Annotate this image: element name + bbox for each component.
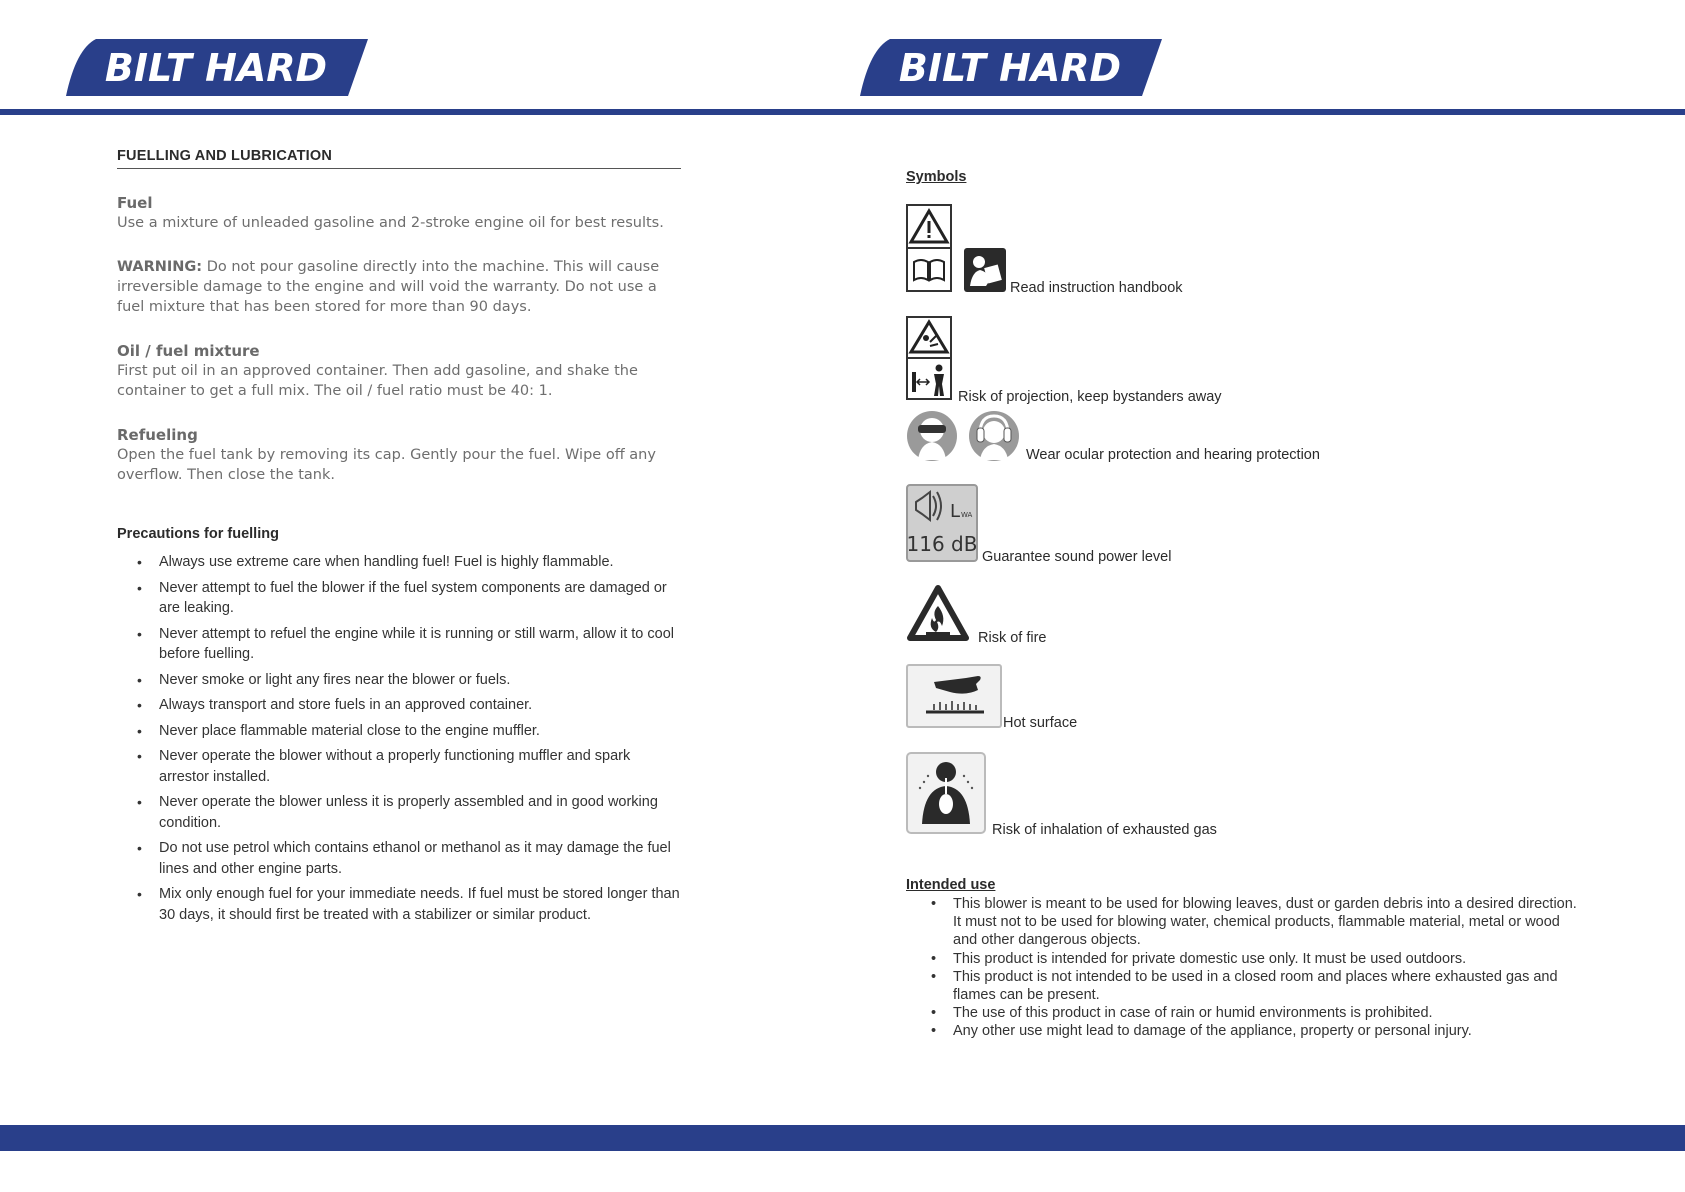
symbol-label: Wear ocular protection and hearing protection <box>1026 447 1320 463</box>
inhalation-hazard-icon <box>906 752 986 839</box>
svg-text:WA: WA <box>961 511 973 519</box>
svg-text:L: L <box>950 501 961 522</box>
refueling-heading: Refueling <box>117 426 198 444</box>
read-manual-icon <box>964 248 1006 297</box>
symbol-label: Guarantee sound power level <box>982 549 1172 565</box>
list-item: • This product is intended for private domestic use only. It must be used outdoors. <box>906 950 1586 968</box>
svg-text:116 dB: 116 dB <box>906 532 978 556</box>
warning-triangle-icon <box>906 204 952 297</box>
list-item: • Always transport and store fuels in an approved container. <box>117 695 681 716</box>
fuelling-section <box>117 148 681 485</box>
ear-protection-icon <box>968 410 1020 467</box>
brand-logo <box>860 39 1162 96</box>
list-item: • Never operate the blower without a properly functioning muffler and spark arrestor installed. <box>117 746 681 787</box>
list-item: • Never place flammable material close to the engine muffler. <box>117 721 681 742</box>
eye-protection-icon <box>906 410 958 467</box>
list-item: • This product is not intended to be used in a closed room and places where exhausted gas and flames can be present. <box>906 968 1586 1004</box>
header-rule <box>0 109 1685 115</box>
list-item: • Never attempt to refuel the engine while it is running or still warm, allow it to cool before fuelling. <box>117 624 681 665</box>
svg-text:BILT HARD: BILT HARD <box>104 46 328 90</box>
footer-band <box>0 1125 1685 1151</box>
symbol-label: Read instruction handbook <box>1010 280 1183 296</box>
section-title: FUELLING AND LUBRICATION <box>117 148 681 169</box>
oil-mixture-heading: Oil / fuel mixture <box>117 342 260 360</box>
warning-block <box>117 257 681 317</box>
list-item: • Never smoke or light any fires near the blower or fuels. <box>117 670 681 691</box>
list-item: • Mix only enough fuel for your immediate needs. If fuel must be stored longer than 30 days, it should first be treated with a stabilizer or similar product. <box>117 884 681 925</box>
precautions-title: Precautions for fuelling <box>117 526 279 542</box>
symbol-label: Risk of inhalation of exhausted gas <box>992 822 1217 838</box>
warning-body: Do not pour gasoline directly into the machine. This will cause irreversible damage to the engine and will void the warranty. Do not use a fuel mixture that has been stored for more than 90 days. <box>117 259 660 315</box>
list-item: • Do not use petrol which contains ethanol or methanol as it may damage the fuel lines and other engine parts. <box>117 838 681 879</box>
oil-mixture-text: First put oil in an approved container. Then add gasoline, and shake the container to get a full mix. The oil / fuel ratio must be 40: 1. <box>117 363 638 399</box>
fuel-text: Use a mixture of unleaded gasoline and 2-stroke engine oil for best results. <box>117 215 664 231</box>
symbol-label: Hot surface <box>1003 715 1078 731</box>
warning-text <box>117 257 681 317</box>
list-item: • The use of this product in case of rain or humid environments is prohibited. <box>906 1004 1586 1022</box>
precautions-list <box>117 552 681 930</box>
intended-use-list <box>906 895 1586 1041</box>
fire-hazard-icon <box>906 584 970 649</box>
warning-label: WARNING: <box>117 259 203 275</box>
brand-logo <box>66 39 368 96</box>
symbols-title: Symbols <box>906 169 967 185</box>
refueling-block <box>117 425 681 485</box>
list-item: • Never attempt to fuel the blower if the fuel system components are damaged or are leaking. <box>117 578 681 619</box>
fuel-block <box>117 193 681 233</box>
projection-hazard-icon <box>906 316 952 405</box>
fuel-heading: Fuel <box>117 194 153 212</box>
symbol-label: Risk of projection, keep bystanders away <box>958 389 1222 405</box>
sound-level-icon <box>906 484 978 567</box>
intended-use-title: Intended use <box>906 877 996 893</box>
list-item: • Always use extreme care when handling fuel! Fuel is highly flammable. <box>117 552 681 573</box>
symbol-label: Risk of fire <box>978 630 1047 646</box>
svg-text:BILT HARD: BILT HARD <box>898 46 1122 90</box>
hot-surface-icon <box>906 664 1002 733</box>
list-item: • Never operate the blower unless it is properly assembled and in good working condition. <box>117 792 681 833</box>
list-item: • Any other use might lead to damage of the appliance, property or personal injury. <box>906 1022 1586 1040</box>
oil-mixture-block <box>117 341 681 401</box>
refueling-text: Open the fuel tank by removing its cap. Gently pour the fuel. Wipe off any overflow. Then close the tank. <box>117 447 656 483</box>
list-item: • This blower is meant to be used for blowing leaves, dust or garden debris into a desired direction. It must not to be used for blowing water, chemical products, flammable material, metal or wood and other dangerous objects. <box>906 895 1586 950</box>
